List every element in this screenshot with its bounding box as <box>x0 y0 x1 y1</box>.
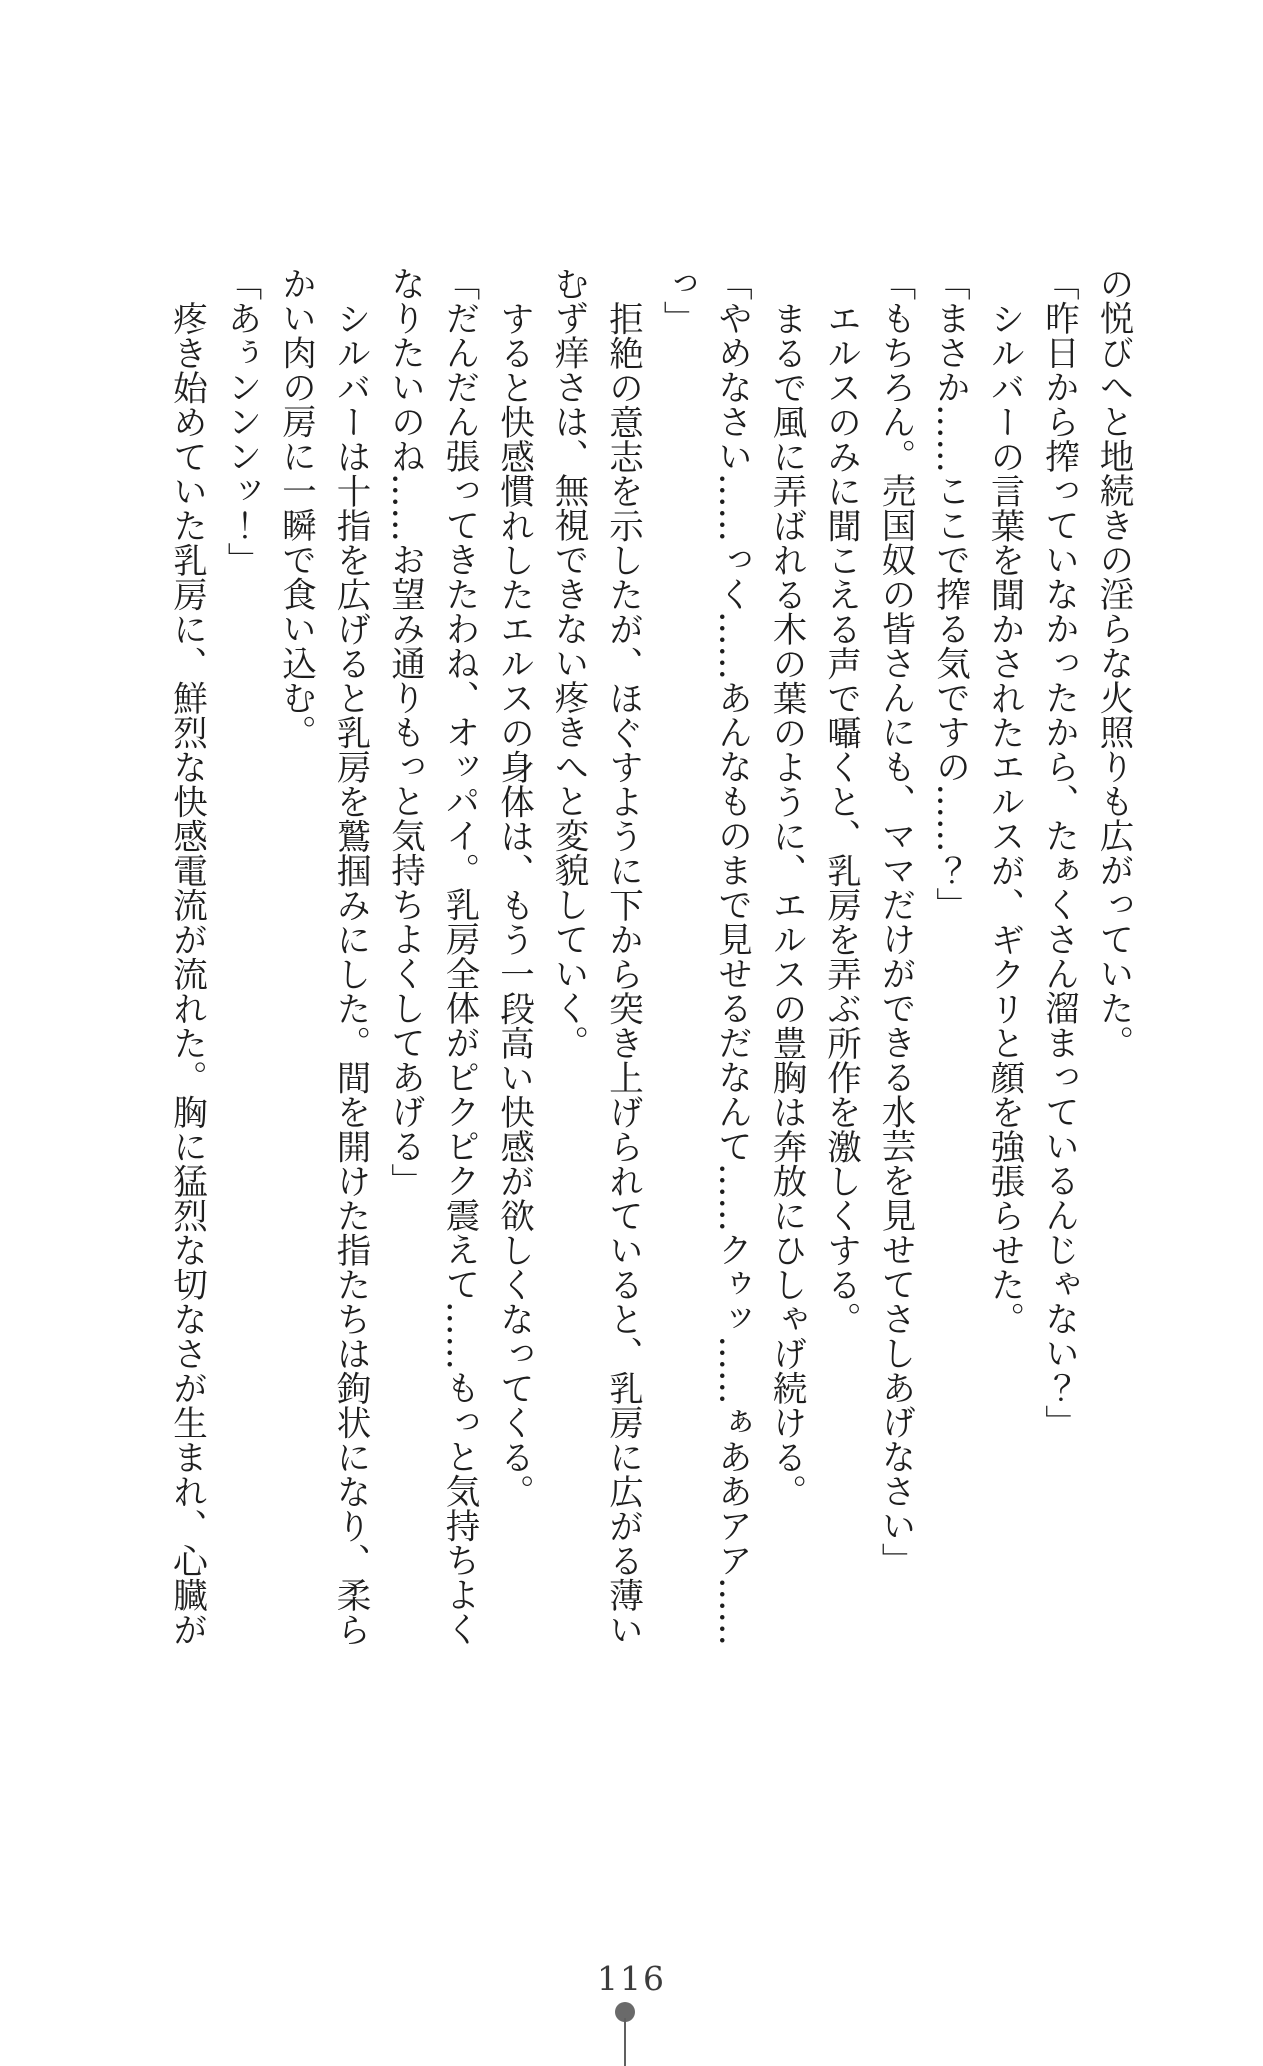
text-line: の悦びへと地続きの淫らな火照りも広がっていた。 <box>1093 266 1133 1060</box>
footer-ornament-stem <box>624 2018 626 2066</box>
text-line: シルバーは十指を広げると乳房を鷲掴みにした。間を開けた指たちは鉤状になり、柔ら <box>330 300 370 1646</box>
text-line: シルバーの言葉を聞かされたエルスが、ギクリと顔を強張らせた。 <box>984 300 1024 1336</box>
text-line: なりたいのね……お望み通りもっと気持ちよくしてあげる」 <box>384 266 425 1198</box>
text-line: 疼き始めていた乳房に、鮮烈な快感電流が流れた。胸に猛烈な切なさが生まれ、心臓が <box>166 300 207 1646</box>
text-line: 「だんだん張ってきたわね、オッパイ。乳房全体がピクピク震えて……もっと気持ちよく <box>439 266 479 1646</box>
text-line: 「まさか……ここで搾る気ですの……？」 <box>929 266 970 922</box>
text-line: かい肉の房に一瞬で食い込む。 <box>275 266 316 749</box>
text-line: 「やめなさい……っく……あんなものまで見せるだなんて……クゥッ……ぁああアア…… <box>711 266 752 1646</box>
text-line: 「昨日から搾っていなかったから、たぁくさん溜まっているんじゃない？」 <box>1038 266 1079 1439</box>
text-line: すると快感慣れしたエルスの身体は、もう一段高い快感が欲しくなってくる。 <box>493 300 534 1508</box>
text-line: エルスのみに聞こえる声で囁くと、乳房を弄ぶ所作を激しくする。 <box>820 300 861 1336</box>
text-line: まるで風に弄ばれる木の葉のように、エルスの豊胸は奔放にひしゃげ続ける。 <box>766 300 806 1508</box>
text-block <box>159 266 1140 1646</box>
text-line: むず痒さは、無視できない疼きへと変貌していく。 <box>548 266 588 1060</box>
text-line: 拒絶の意志を示したが、ほぐすように下から突き上げられていると、乳房に広がる薄い <box>602 300 643 1646</box>
text-line: 「もちろん。売国奴の皆さんにも、ママだけができる水芸を見せてさしあげなさい」 <box>875 266 915 1577</box>
text-line: 「あぅンンンッ！」 <box>221 266 261 577</box>
text-line: っ」 <box>657 266 697 335</box>
page-number: 116 <box>597 1959 666 1998</box>
